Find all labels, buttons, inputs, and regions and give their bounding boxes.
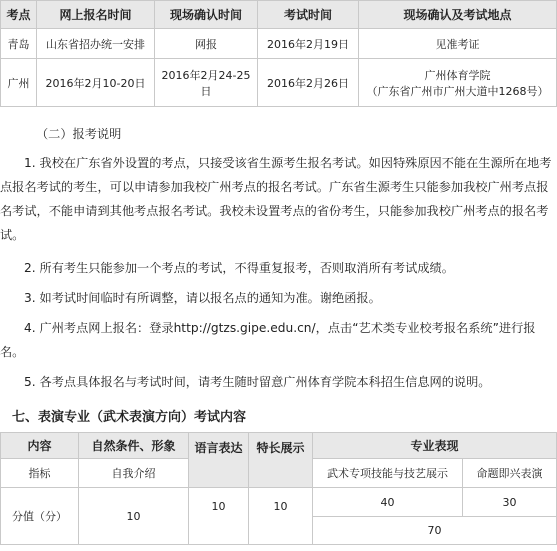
table-header-row	[1, 1, 557, 29]
table-cell: 30	[463, 488, 557, 517]
venue-address: （广东省广州市广州大道中1268号）	[366, 84, 549, 98]
table-cell: 广州	[1, 59, 37, 107]
note-item: 1. 我校在广东省外设置的考点，只接受该省生源考生报名考试。如因特殊原因不能在生源所在地考点报名考试的考生，可以申请参加我校广州考点的报名考试。广东省生源考生只能参加我校广州考点报名考试，不能申请到其他考点报名考试。我校未设置考点的省份考生，只能参加我校广州考点的报名考试。	[0, 156, 552, 242]
header-cell: 自然条件、形象	[79, 433, 189, 459]
header-cell: 考点	[1, 1, 37, 29]
note-item: 5. 各考点具体报名与考试时间，请考生随时留意广州体育学院本科招生信息网的说明。	[24, 375, 491, 389]
venue-name: 广州体育学院	[424, 68, 491, 82]
table-cell: 见准考证	[359, 29, 557, 59]
table-header-row	[1, 433, 557, 459]
table-cell: 青岛	[1, 29, 37, 59]
table-cell: 命题即兴表演	[463, 459, 557, 488]
table-cell: 指标	[1, 459, 79, 488]
table-cell: 山东省招办统一安排	[37, 29, 155, 59]
table-cell: 2016年2月26日	[258, 59, 359, 107]
table-cell: 武术专项技能与技艺展示	[313, 459, 463, 488]
exam-schedule-table	[0, 0, 557, 107]
header-cell: 现场确认及考试地点	[359, 1, 557, 29]
table-cell: 2016年2月24-25日	[155, 59, 258, 107]
venue-cell	[359, 59, 557, 107]
table-cell: 分值（分）	[1, 488, 79, 545]
table-row	[1, 488, 557, 517]
table-row	[1, 59, 557, 107]
table-cell: 2016年2月10-20日	[37, 59, 155, 107]
header-cell: 现场确认时间	[155, 1, 258, 29]
header-cell: 网上报名时间	[37, 1, 155, 29]
header-cell: 特长展示	[249, 433, 313, 488]
table-cell: 10	[249, 488, 313, 545]
note-item: 3. 如考试时间临时有所调整，请以报名点的通知为准。谢绝函报。	[24, 291, 381, 305]
table-cell: 70	[313, 517, 557, 545]
exam-content-table	[0, 432, 557, 545]
note-item: 2. 所有考生只能参加一个考点的考试，不得重复报考，否则取消所有考试成绩。	[24, 261, 454, 275]
table-cell: 40	[313, 488, 463, 517]
notes-heading: （二）报考说明	[36, 127, 122, 141]
header-cell: 语言表达	[189, 433, 249, 488]
table-cell: 10	[189, 488, 249, 545]
note-item: 4. 广州考点网上报名：登录http://gtzs.gipe.edu.cn/，点击“艺术类专业校考报名系统”进行报名。	[0, 321, 536, 359]
header-cell: 专业表现	[313, 433, 557, 459]
table-cell: 10	[79, 488, 189, 545]
section-heading: 七、表演专业（武术表演方向）考试内容	[12, 410, 247, 425]
header-cell: 内容	[1, 433, 79, 459]
header-cell: 考试时间	[258, 1, 359, 29]
table-cell: 网报	[155, 29, 258, 59]
table-row	[1, 29, 557, 59]
table-cell: 自我介绍	[79, 459, 189, 488]
table-cell: 2016年2月19日	[258, 29, 359, 59]
